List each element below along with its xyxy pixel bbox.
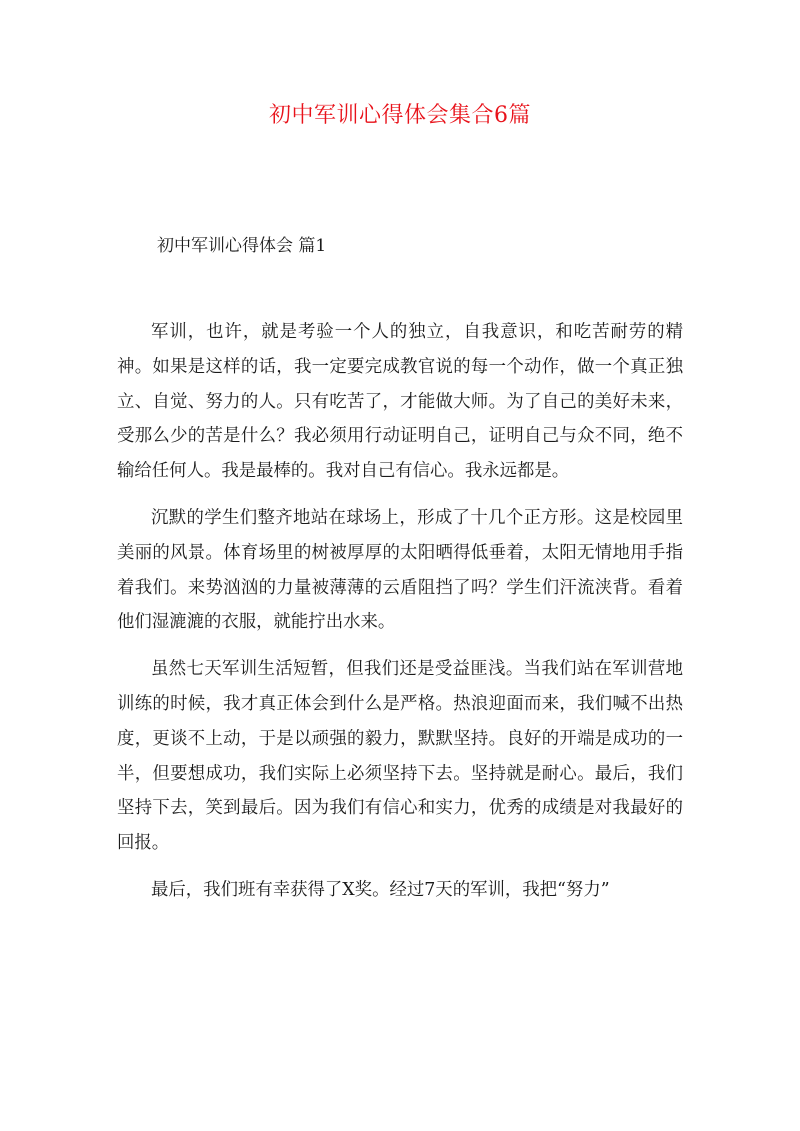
document-title: 初中军训心得体会集合6篇 (269, 103, 531, 128)
paragraph-1: 军训，也许，就是考验一个人的独立，自我意识，和吃苦耐劳的精神。如果是这样的话，我一定要完成教官说的每一个动作，做一个真正独立、自觉、努力的人。只有吃苦了，才能做大师。为了自己的美好未来，受那么少的苦是什么？我必须用行动证明自己，证明自己与众不同，绝不输给任何人。我是最棒的。我对自己有信心。我永远都是。 (117, 322, 683, 482)
paragraph-4: 最后，我们班有幸获得了X奖。经过7天的军训，我把“努力” (151, 879, 610, 900)
paragraph-2: 沉默的学生们整齐地站在球场上，形成了十几个正方形。这是校园里美丽的风景。体育场里的树被厚厚的太阳晒得低垂着，太阳无情地用手指着我们。来势汹汹的力量被薄薄的云盾阻挡了吗？学生们汗流浃背。看着他们湿漉漉的衣服，就能拧出水来。 (117, 507, 683, 633)
document-body (117, 315, 683, 920)
paragraph-3: 虽然七天军训生活短暂，但我们还是受益匪浅。当我们站在军训营地训练的时候，我才真正体会到什么是严格。热浪迎面而来，我们喊不出热度，更谈不上动，于是以顽强的毅力，默默坚持。良好的开端是成功的一半，但要想成功，我们实际上必须坚持下去。坚持就是耐心。最后，我们坚持下去，笑到最后。因为我们有信心和实力，优秀的成绩是对我最好的回报。 (117, 659, 683, 854)
section-heading: 初中军训心得体会 篇1 (157, 236, 327, 256)
